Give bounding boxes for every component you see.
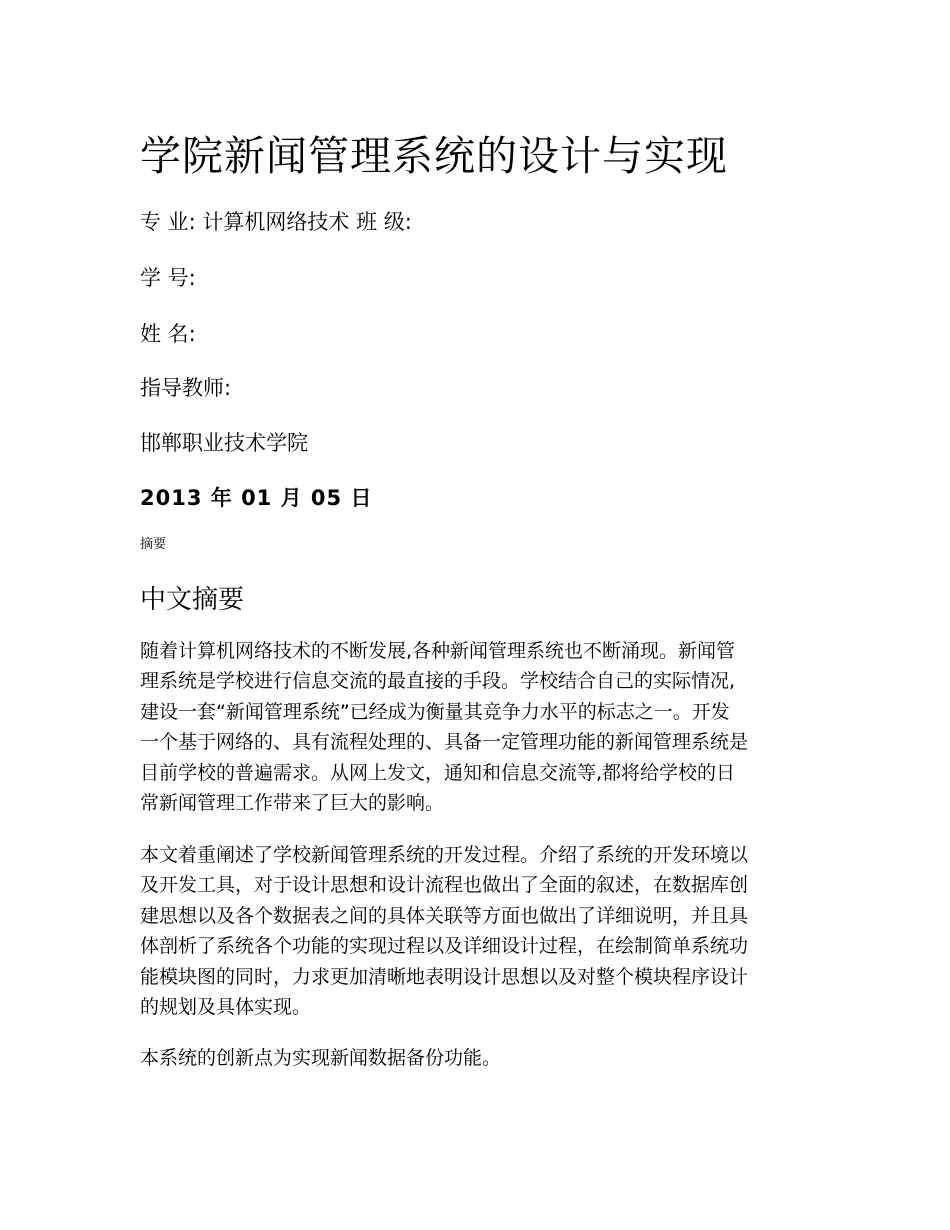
paragraph-line: 理系统是学校进行信息交流的最直接的手段。学校结合自己的实际情况, xyxy=(140,670,736,693)
abstract-paragraph-1 xyxy=(140,636,820,818)
student-name-line: 姓 名: xyxy=(140,322,196,346)
abstract-label: 摘要 xyxy=(140,537,167,552)
section-heading: 中文摘要 xyxy=(140,585,245,615)
paragraph-line: 能模块图的同时，力求更加清晰地表明设计思想以及对整个模块程序设计 xyxy=(140,965,749,988)
major-class-line: 专 业: 计算机网络技术 班 级: xyxy=(140,210,412,234)
paragraph-line: 体剖析了系统各个功能的实现过程以及详细设计过程，在绘制简单系统功 xyxy=(140,935,749,958)
school-name: 邯郸职业技术学院 xyxy=(140,431,308,455)
paragraph-line: 一个基于网络的、具有流程处理的、具备一定管理功能的新闻管理系统是 xyxy=(140,731,749,754)
paragraph-line: 随着计算机网络技术的不断发展,各种新闻管理系统也不断涌现。新闻管 xyxy=(140,640,736,662)
paragraph-line: 建设一套“新闻管理系统”已经成为衡量其竞争力水平的标志之一。开发 xyxy=(140,700,730,723)
paragraph-line: 常新闻管理工作带来了巨大的影响。 xyxy=(140,792,445,815)
paragraph-line: 的规划及具体实现。 xyxy=(140,996,312,1019)
student-number-line: 学 号: xyxy=(140,266,196,290)
document-page xyxy=(140,0,820,1230)
abstract-paragraph-3 xyxy=(140,1043,820,1073)
paragraph-line: 建思想以及各个数据表之间的具体关联等方面也做出了详细说明，并且具 xyxy=(140,904,749,927)
abstract-paragraph-2 xyxy=(140,840,820,1022)
paragraph-line: 本系统的创新点为实现新闻数据备份功能。 xyxy=(140,1047,502,1069)
paragraph-line: 及开发工具，对于设计思想和设计流程也做出了全面的叙述，在数据库创 xyxy=(140,874,749,897)
paragraph-line: 目前学校的普遍需求。从网上发文，通知和信息交流等,都将给学校的日 xyxy=(140,761,736,784)
tutor-line: 指导教师: xyxy=(140,376,232,400)
document-title: 学院新闻管理系统的设计与实现 xyxy=(140,132,728,180)
paragraph-line: 本文着重阐述了学校新闻管理系统的开发过程。介绍了系统的开发环境以 xyxy=(140,844,749,866)
document-date: 2013 年 01 月 05 日 xyxy=(140,486,373,510)
